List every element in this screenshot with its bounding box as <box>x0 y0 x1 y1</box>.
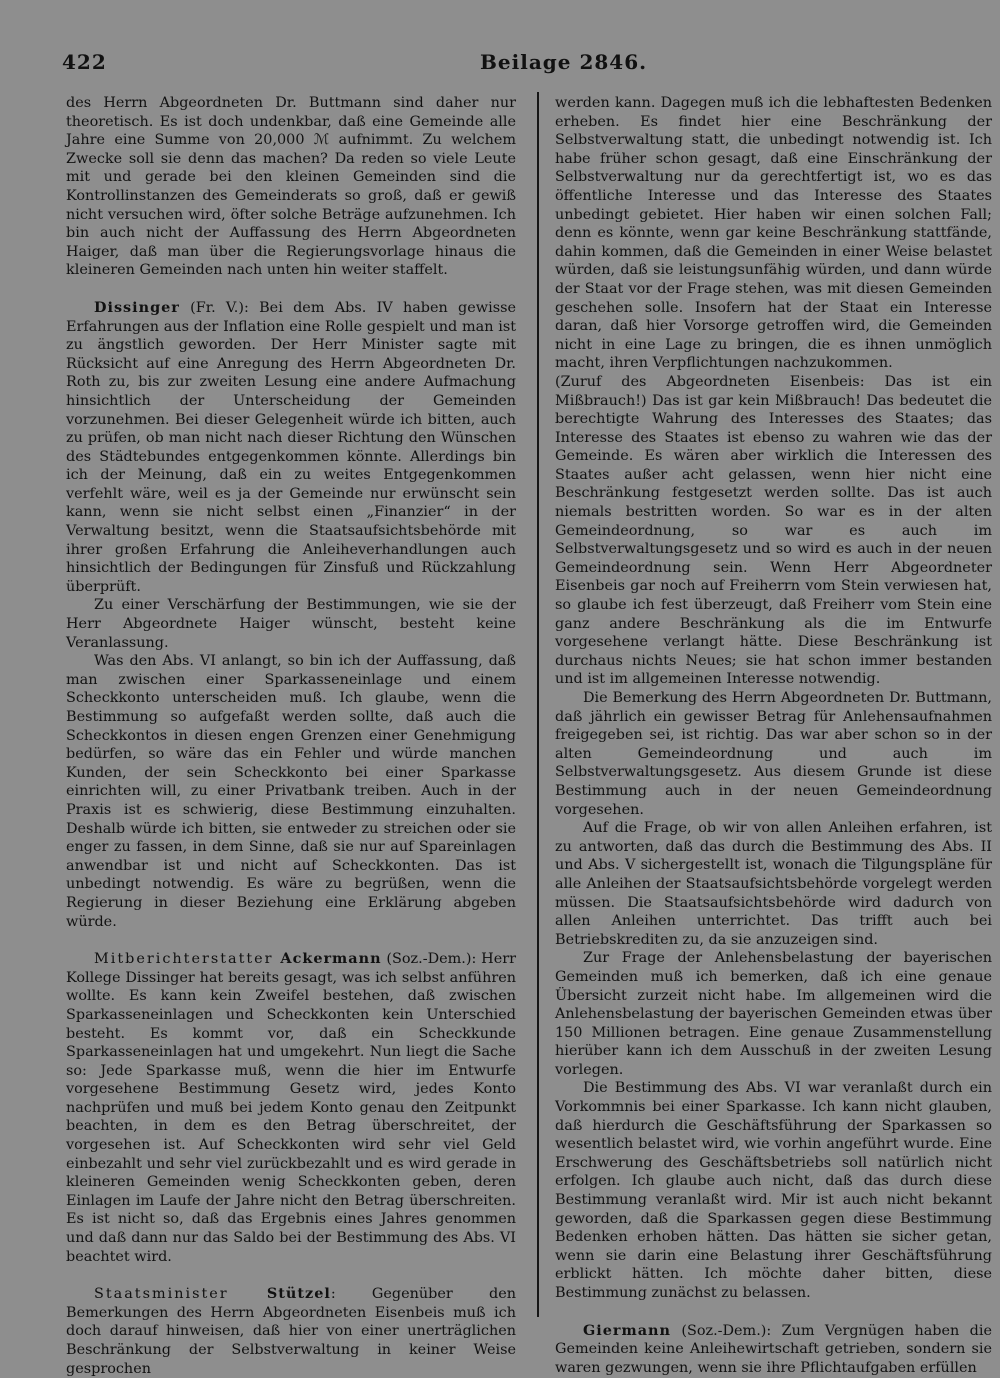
speech-text: : Gegenüber den Bemerkungen des Herrn Abgeordneten Eisenbeis muß ich doch darauf hinweisen, daß hier von einer unerträglichen Beschränkung der Selbstverwaltung in keiner Weise gesprochen <box>66 1286 516 1377</box>
speaker-name: Giermann <box>583 1321 671 1339</box>
speaker-name: Dissinger <box>94 298 180 316</box>
paragraph: Die Bestimmung des Abs. VI war veranlaßt durch ein Vorkommnis bei einer Sparkasse. Ich kann nicht glauben, daß hierdurch die Geschäftsführung der Sparkassen so wesentlich belastet wird, wie vorhin angeführt wurde. Eine Erschwerung des Geschäftsbetriebs soll natürlich nicht erfolgen. Ich glaube auch nicht, daß das durch diese Bestimmung veranlaßt wird. Mir ist auch nicht bekannt geworden, daß die Sparkassen gegen diese Bestimmung Bedenken erhoben hätten. Das hätten sie sicher getan, wenn sie darin eine Belastung ihrer Geschäftsführung erblickt hätten. Ich möchte daher bitten, diese Bestimmung zunächst zu belassen. <box>555 1080 992 1301</box>
paragraph: des Herrn Abgeordneten Dr. Buttmann sind daher nur theoretisch. Es ist doch undenkbar, daß eine Gemeinde alle Jahre eine Summe von 20,000 ℳ aufnimmt. Zu welchem Zwecke soll sie denn das machen? Da reden so viele Leute mit und gerade bei den kleinen Gemeinden sind die Kontrollinstanzen des Gemeinderats so groß, daß er gewiß nicht versuchen wird, öfter solche Beträge aufzunehmen. Ich bin auch nicht der Auffassung des Herrn Abgeordneten Haiger, daß man über die Regierungsvorlage hinaus die kleineren Gemeinden nach unten hin weiter staffelt. <box>66 95 516 279</box>
speech-text: (Soz.-Dem.): Zum Vergnügen haben die Gemeinden keine Anleihewirtschaft getrieben, sondern sie waren gezwungen, wenn sie ihre Pflichtaufgaben erfüllen <box>555 1322 992 1376</box>
speech-stuetzel <box>66 1285 516 1378</box>
speaker-name: Stützel <box>266 1285 331 1303</box>
speech-dissinger <box>66 299 516 597</box>
left-column <box>66 94 516 1377</box>
paragraph: Was den Abs. VI anlangt, so bin ich der Auffassung, daß man zwischen einer Sparkasseneinlage und einem Scheckkonto unterscheiden muß. Ich glaube, wenn die Bestimmung so aufgefaßt werden sollte, daß auch die Scheckkontos in diesen engen Grenzen einer Genehmigung bedürfen, so wäre das ein Fehler und würde manchen Kunden, der sein Scheckkonto bei einer Sparkasse einrichten will, zu einer Privatbank treiben. Auch in der Praxis ist es schwierig, diese Bestimmung einzuhalten. Deshalb würde ich bitten, sie entweder zu streichen oder sie enger zu fassen, in dem Sinne, daß sie nur auf Spareinlagen anwendbar ist und nicht auf Scheckkonten. Das ist unbedingt notwendig. Es wäre zu begrüßen, wenn die Regierung in dieser Beziehung eine Erklärung abgeben würde. <box>66 653 516 930</box>
speaker-role: Mitberichterstatter <box>94 951 281 968</box>
speech-ackermann <box>66 950 516 1266</box>
paragraph: werden kann. Dagegen muß ich die lebhaftesten Bedenken erheben. Es findet hier eine Beschränkung der Selbstverwaltung statt, die unbedingt notwendig ist. Ich habe früher schon gesagt, daß eine Einschränkung der Selbstverwaltung nur da gerechtfertigt ist, wo es das öffentliche Interesse und das Interesse des Staates unbedingt gebietet. Hier haben wir einen solchen Fall; denn es könnte, wenn gar keine Beschränkung stattfände, dahin kommen, daß die Gemeinden in einer Weise belastet würden, daß sie leistungsunfähig würden, und dann würde der Staat vor der Frage stehen, was mit diesen Gemeinden geschehen solle. Insofern hat der Staat ein Interesse daran, daß hier Vorsorge getroffen wird, die Gemeinden nicht in eine Lage zu bringen, die es ihnen unmöglich macht, ihren Verpflichtungen nachzukommen. <box>555 95 992 372</box>
paragraph: Auf die Frage, ob wir von allen Anleihen erfahren, ist zu antworten, daß das durch die Bestimmung des Abs. II und Abs. V sichergestellt ist, wonach die Tilgungspläne für alle Anleihen der Staatsaufsichtsbehörde vorgelegt werden müssen. Die Staatsaufsichtsbehörde wird dadurch von allen Anleihen unterrichtet. Das trifft auch bei Betriebskrediten zu, da sie anzuzeigen sind. <box>555 820 992 948</box>
right-column <box>555 94 992 1376</box>
paragraph: Zur Frage der Anlehensbelastung der bayerischen Gemeinden muß ich bemerken, daß ich eine genaue Übersicht zurzeit nicht habe. Im allgemeinen wird die Anlehensbelastung der bayerischen Gemeinden etwas über 150 Millionen betragen. Eine genaue Zusammenstellung hierüber kann ich dem Ausschuß in der zweiten Lesung vorlegen. <box>555 950 992 1078</box>
speech-text: (Soz.-Dem.): Herr Kollege Dissinger hat bereits gesagt, was ich selbst anführen wollte. Es kann kein Zweifel bestehen, daß zwischen Sparkasseneinlagen und Scheckkonten kein Unterschied besteht. Es kommt vor, daß ein Scheckkunde Sparkasseneinlagen hat und umgekehrt. Nun liegt die Sache so: Jede Sparkasse muß, wenn die hier im Entwurfe vorgesehene Bestimmung Gesetz wird, jedes Konto nachprüfen und muß bei jedem Konto genau den Zeitpunkt beachten, in dem es den Betrag überschreitet, der vorgesehen ist. Auf Scheckkonten wird sehr viel Geld einbezahlt und sehr viel zurückbezahlt und es wird gerade in kleineren Gemeinden wenig Scheckkonten geben, deren Einlagen im Laufe der Jahre nicht den Betrag überschreiten. Es ist nicht so, daß das Ergebnis eines Jahres genommen und daß dann nur das Saldo bei der Bestimmung des Abs. VI beachtet wird. <box>66 951 516 1265</box>
running-title: Beilage 2846. <box>480 50 648 74</box>
speech-text: (Fr. V.): Bei dem Abs. IV haben gewisse Erfahrungen aus der Inflation eine Rolle gespielt und man ist zu ängstlich geworden. Der Herr Minister sagte mit Rücksicht auf eine Anregung des Herrn Abgeordneten Dr. Roth zu, bis zur zweiten Lesung eine andere Aufmachung hinsichtlich der Unterscheidung der Gemeinden vorzunehmen. Bei dieser Gelegenheit würde ich bitten, auch zu prüfen, ob man nicht nach dieser Richtung den Wünschen des Städtebundes entgegenkommen könnte. Allerdings bin ich der Meinung, daß ein zu weites Entgegenkommen verfehlt wäre, weil es ja der Gemeinde nur erwünscht sein kann, wenn sie nicht selbst einen „Finanzier“ in der Verwaltung besitzt, wenn die Staatsaufsichtsbehörde mit ihrer großen Erfahrung die Anleiheverhandlungen auch hinsichtlich der Bedingungen für Zinsfuß und Rückzahlung überprüft. <box>66 299 516 595</box>
speech-giermann <box>555 1322 992 1378</box>
page-header <box>62 50 940 80</box>
paragraph: Die Bemerkung des Herrn Abgeordneten Dr. Buttmann, daß jährlich ein gewisser Betrag für Anlehensaufnahmen freigegeben sei, ist richtig. Das war aber schon so in der alten Gemeindeordnung und auch im Selbstverwaltungsgesetz. Aus diesem Grunde ist diese Bestimmung auch in der neuen Gemeindeordnung vorgesehen. <box>555 690 992 818</box>
paragraph: Zu einer Verschärfung der Bestimmungen, wie sie der Herr Abgeordnete Haiger wünscht, besteht keine Veranlassung. <box>66 597 516 651</box>
page-number: 422 <box>62 50 107 74</box>
column-divider <box>537 92 539 1317</box>
speaker-role: Staatsminister <box>94 1286 267 1303</box>
speaker-name: Ackermann <box>280 950 382 968</box>
paragraph: (Zuruf des Abgeordneten Eisenbeis: Das ist ein Mißbrauch!) Das ist gar kein Mißbrauch! Das bedeutet die berechtigte Wahrung des Interesses des Staates; das Interesse des Staates ist ebenso zu wahren wie das der Gemeinde. Es wären aber wirklich die Interessen des Staates außer acht gelassen, wenn hier nicht eine Beschränkung festgesetzt werden sollte. Das ist auch niemals bestritten worden. So war es in der alten Gemeindeordnung, so war es auch im Selbstverwaltungsgesetz und so wird es auch in der neuen Gemeindeordnung sein. Wenn Herr Abgeordneter Eisenbeis gar noch auf Freiherrn vom Stein verwiesen hat, so glaube ich fest überzeugt, daß Freiherr vom Stein eine ganz andere Beschränkung als die im Entwurfe vorgesehene verlangt hätte. Diese Beschränkung ist durchaus nichts Neues; sie hat schon immer bestanden und ist im allgemeinen Interesse notwendig. <box>555 373 992 688</box>
